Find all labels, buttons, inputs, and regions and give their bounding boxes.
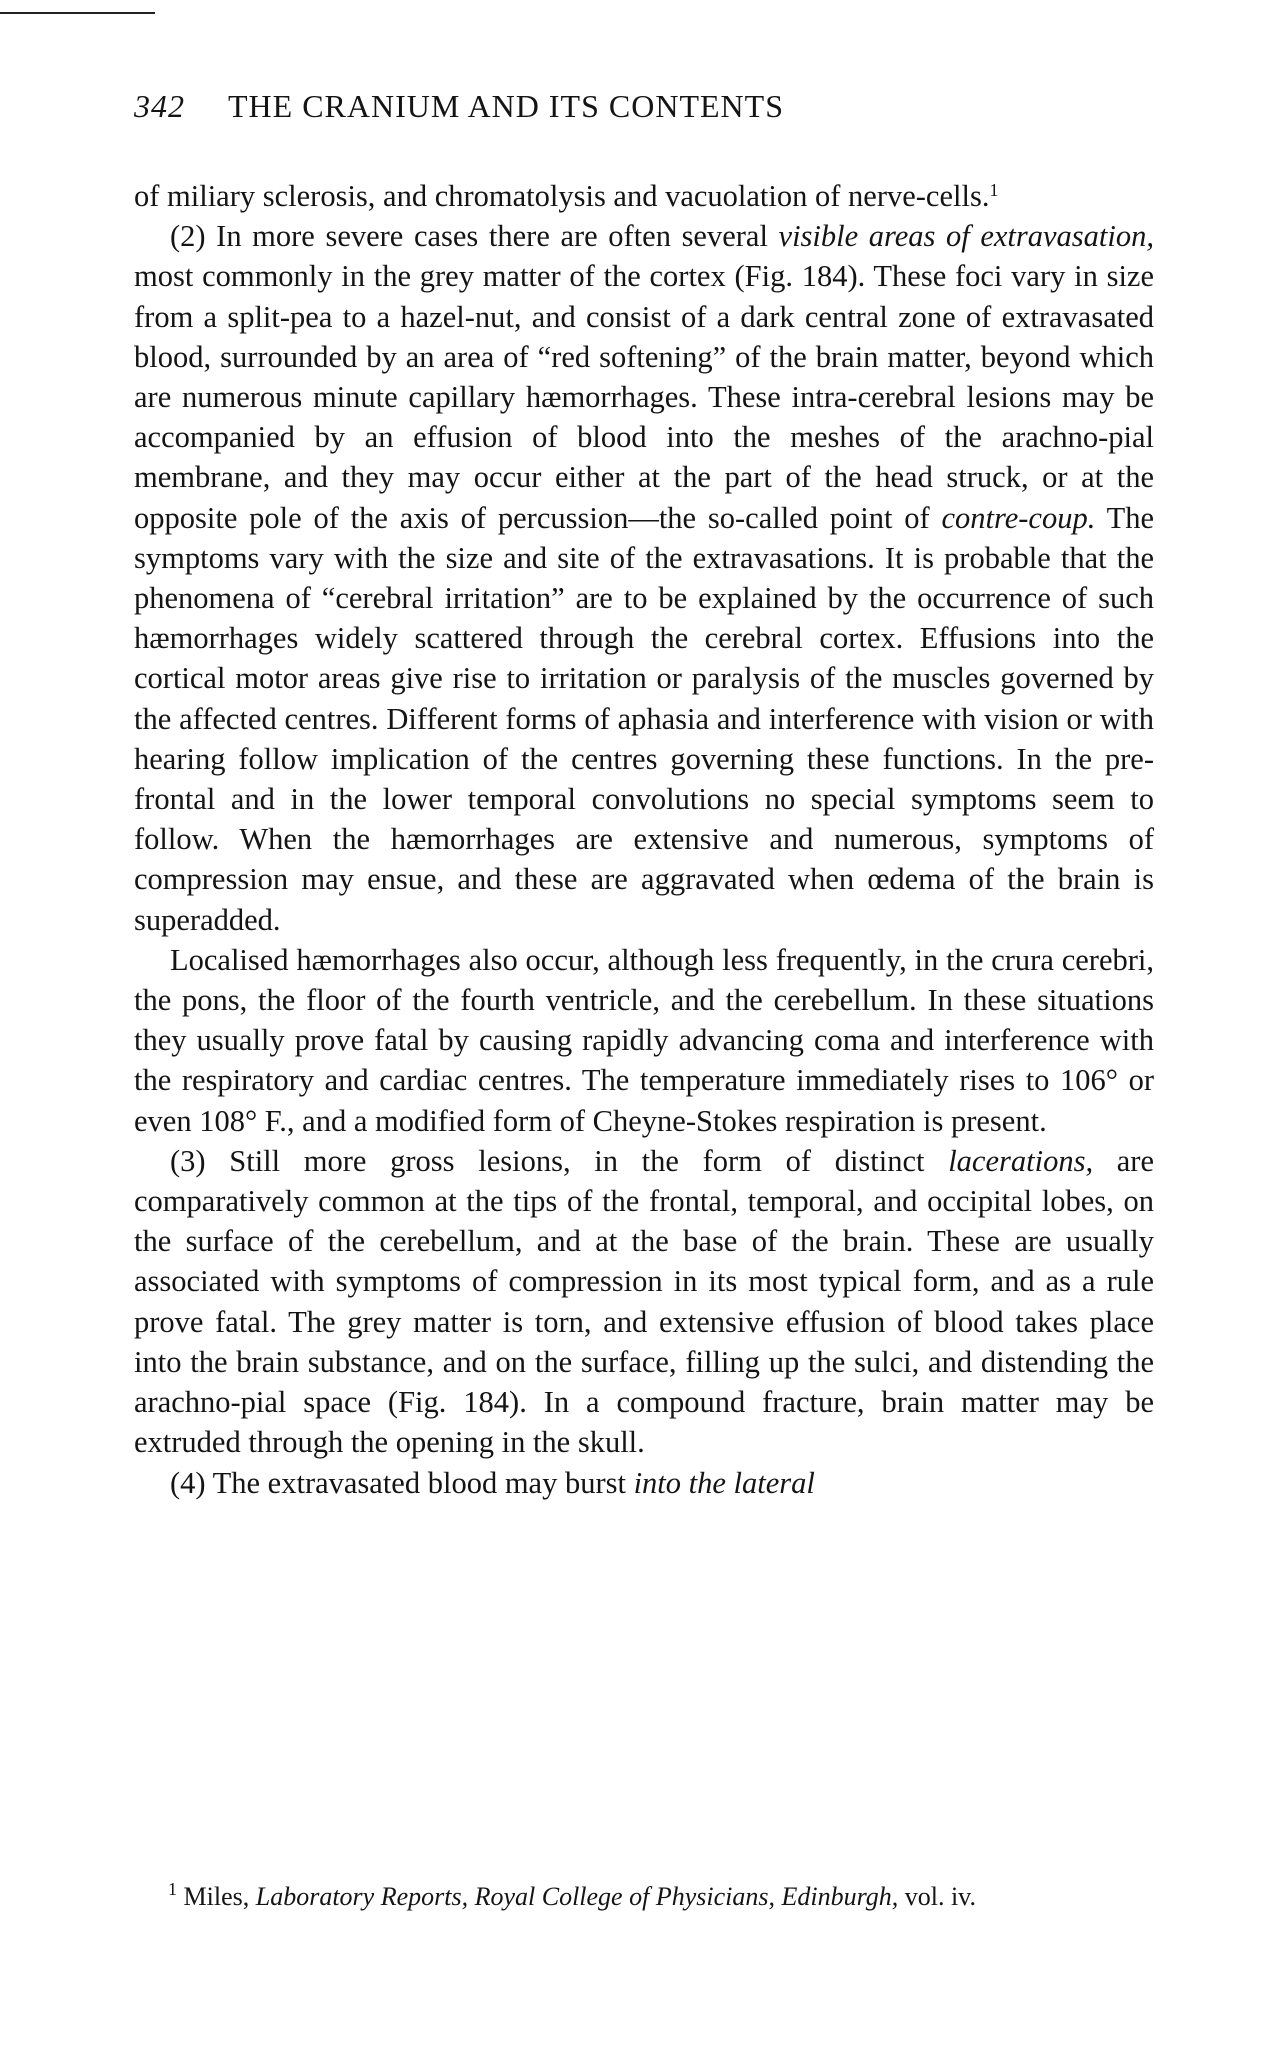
emphasis-text: contre-coup. (941, 500, 1096, 535)
paragraph-5 (134, 1463, 1154, 1503)
emphasis-text: into the lateral (633, 1465, 815, 1500)
paragraph-text: (4) The extravasated blood may burst (170, 1465, 634, 1500)
paragraph-3 (134, 940, 1154, 1141)
paragraph-continuation (134, 176, 1154, 216)
paragraph-text: of miliary sclerosis, and chromatolysis and vacuolation of nerve-cells. (134, 179, 990, 213)
footnote-author: Miles, (177, 1882, 256, 1911)
paragraph-text: (3) Still more gross lesions, in the form of distinct (170, 1143, 949, 1178)
body-text (134, 176, 1154, 1503)
footnote-volume: vol. iv. (898, 1882, 976, 1911)
footnote-source: Laboratory Reports, Royal College of Physicians, Edinburgh, (255, 1882, 899, 1911)
scan-edge-rule (0, 12, 155, 14)
footnote-marker: 1 (168, 1879, 177, 1899)
emphasis-text: visible areas of extravasation, (778, 219, 1154, 254)
paragraph-text: Localised hæmorrhages also occur, although less frequently, in the crura cerebri, the pons, the floor of the fourth ventricle, and the cerebellum. In these situations they usually prove fatal by causing rapidly advancing coma and interference with the respiratory and cardiac centres. The temperature immediately rises to 106° or even 108° F., and a modified form of Cheyne-Stokes respiration is present. (134, 942, 1154, 1138)
paragraph-2 (134, 216, 1154, 940)
footnote-reference: 1 (989, 180, 999, 200)
paragraph-text: The symptoms vary with the size and site of the extravasations. It is probable that the phenomena of “cerebral irritation” are to be explained by the occurrence of such hæmorrhages widely scattered through the cerebral cortex. Effusions into the cortical motor areas give rise to irritation or paralysis of the muscles governed by the affected centres. Different forms of aphasia and interference with vision or with hearing follow implication of the centres governing these functions. In the pre-frontal and in the lower temporal convolutions no special symptoms seem to follow. When the hæmorrhages are extensive and numerous, symptoms of compression may ensue, and these are aggravated when œdema of the brain is superadded. (134, 500, 1154, 937)
emphasis-text: lacerations, (948, 1143, 1094, 1178)
paragraph-text: (2) In more severe cases there are often several (170, 219, 779, 254)
page-number: 342 (134, 88, 185, 124)
paragraph-text: most commonly in the grey matter of the cortex (Fig. 184). These foci vary in size from a split-pea to a hazel-nut, and consist of a dark central zone of extravasated blood, surrounded by an area of “red softening” of the brain matter, beyond which are numerous minute capillary hæmorrhages. These intra-cerebral lesions may be accompanied by an effusion of blood into the meshes of the arachno-pial membrane, and they may occur either at the part of the head struck, or at the opposite pole of the axis of percussion—the so-called point of (134, 259, 1154, 535)
page-header (134, 88, 1154, 125)
running-head: THE CRANIUM AND ITS CONTENTS (228, 88, 784, 124)
paragraph-4 (134, 1141, 1154, 1463)
footnote (134, 1880, 1154, 1914)
paragraph-text: are comparatively common at the tips of the frontal, temporal, and occipital lobes, on the surface of the cerebellum, and at the base of the brain. These are usually associated with symptoms of compression in its most typical form, and as a rule prove fatal. The grey matter is torn, and extensive effusion of blood takes place into the brain substance, and on the surface, filling up the sulci, and distending the arachno-pial space (Fig. 184). In a compound fracture, brain matter may be extruded through the opening in the skull. (134, 1143, 1154, 1460)
footnote-text (134, 1880, 1154, 1914)
